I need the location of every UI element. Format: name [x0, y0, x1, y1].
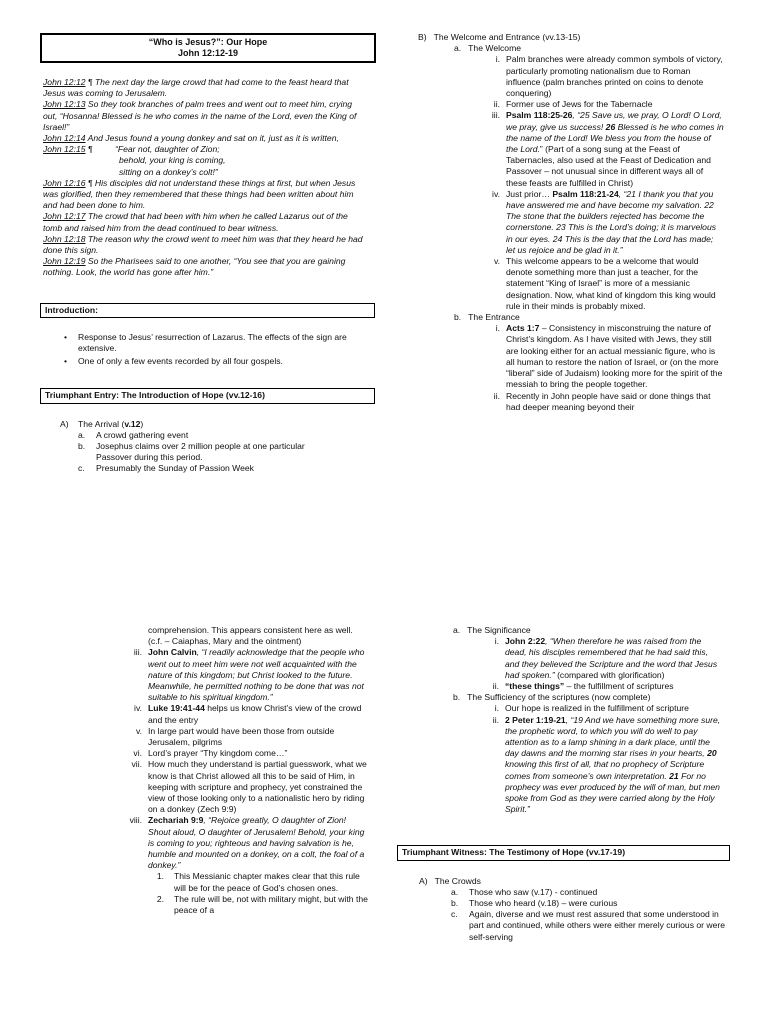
list-item [112, 759, 368, 815]
item-text: Lord’s prayer “Thy kingdom come…” [148, 748, 288, 759]
arrival-title [78, 419, 143, 430]
item-text: Our hope is realized in the fulfillment of scripture [505, 703, 689, 714]
list-item [471, 636, 723, 681]
item-text [505, 715, 723, 816]
list-item [64, 356, 364, 367]
item-text: The rule will be, not with military might, but with the peace of a [174, 893, 368, 916]
note-text: – the fulfillment of scriptures [564, 681, 674, 692]
quote-text: knowing this first of all, that no prophecy of Scripture comes from someone’s own interpretation. [505, 759, 705, 781]
item-text: Again, diverse and we must rest assured that some understood in part and continued, while others were either merely curious or were self-serving [469, 909, 726, 942]
verse-12-13 [43, 99, 365, 133]
verse-ref: John 12:17 [43, 211, 86, 222]
item-text [505, 636, 723, 681]
key-phrase: “these things” [505, 681, 565, 692]
verse-12-17 [43, 211, 365, 233]
significance-items [471, 636, 723, 692]
page2-left-column [112, 625, 372, 916]
verse-text: ¶ The next day the large crowd that had come to the feast heard that Jesus was coming to Jerusalem. [43, 77, 349, 99]
list-item [470, 323, 724, 390]
list-item [451, 898, 729, 909]
roman-marker: viii. [129, 815, 142, 826]
verse-ref: John 12:18 [43, 233, 86, 244]
arrival-section [60, 419, 376, 475]
verse-text: ¶ His disciples did not understand these things at first, but when Jesus was glorified, then they remembered that these things had been written about him and had been done to him. [43, 177, 356, 211]
sufficiency-items [471, 703, 723, 815]
list-item [112, 726, 368, 748]
note-text: – Consistency in misconstruing the nature of Christ’s kingdom. As I have visited with Jews, they still are looking either for an actual messianic figure, who is all human to restore the nation of Israel, or (on the more “liberal” side of Judaism) looking more for the spirit of the messiah to bring the people together. [506, 323, 723, 390]
roman-marker: ii. [493, 390, 500, 401]
verse-number: 21 [669, 770, 679, 781]
entrance-items-continued [112, 647, 368, 916]
roman-marker: i. [495, 323, 500, 334]
verse-text: And Jesus found a young donkey and sat on it, just as it is written, [85, 133, 339, 144]
item-text: A crowd gathering event [96, 429, 189, 440]
item-text: Those who heard (v.18) – were curious [469, 898, 618, 909]
sermon-passage: John 12:12-19 [177, 48, 239, 58]
significance-heading: a. The Significance [453, 625, 531, 635]
note-text: (compared with glorification) [554, 669, 665, 680]
scripture-passage [43, 77, 365, 279]
bullet-text: Response to Jesus’ resurrection of Lazarus. The effects of the sign are extensive. [78, 331, 347, 354]
quote-text: , “19 And we have something more sure, the prophetic word, to which you will do well to pay attention as to a lamp shining in a dark place, until the day dawns and the morning star rises in your hearts, [505, 714, 721, 759]
list-item [451, 909, 729, 943]
page1-left-column [40, 33, 376, 475]
list-item [470, 99, 724, 110]
verse-12-14 [43, 133, 365, 144]
roman-marker: i. [494, 703, 499, 714]
verse-ref: John 12:13 [43, 99, 86, 110]
roman-marker: i. [494, 636, 499, 647]
verse-text: So the Pharisees said to one another, “You see that you are gaining nothing. Look, the world has gone after him.” [43, 256, 346, 278]
roman-marker: iv. [492, 188, 500, 199]
item-text: Presumably the Sunday of Passion Week [96, 463, 254, 474]
list-item [471, 715, 723, 816]
item-text: Palm branches were already common symbols of victory, particularly promoting nationalism due to Roman influence (palm branches printed on coins to denote conquering) [506, 54, 723, 99]
quote-text: Blessed is he who comes in the name of the Lord! We bless you from the house of the Lord. [506, 121, 724, 155]
outline-marker: b. [451, 898, 459, 909]
verse-text: The reason why the crowd went to meet him was that they heard he had done this sign. [43, 233, 363, 256]
page-2 [0, 512, 768, 1024]
item-text: This Messianic chapter makes clear that this rule will be for the peace of God’s chosen ones. [174, 871, 360, 893]
item-text: Former use of Jews for the Tabernacle [506, 99, 653, 110]
roman-marker: ii. [493, 99, 500, 110]
list-item [471, 703, 723, 714]
introduction-heading: Introduction: [40, 303, 375, 318]
welcome-heading: a. The Welcome [454, 43, 522, 54]
roman-marker: ii. [492, 714, 499, 725]
crowds-heading: A) The Crowds [419, 875, 481, 886]
item-text: Those who saw (v.17) - continued [469, 886, 598, 897]
roman-marker: vii. [131, 759, 142, 770]
list-item [451, 887, 729, 898]
item-text [506, 189, 724, 256]
arrival-heading [60, 419, 376, 430]
bullet-text: One of only a few events recorded by all four gospels. [78, 356, 283, 367]
crowds-items [451, 887, 729, 943]
roman-marker: iv. [134, 703, 142, 714]
poem-line: “Fear not, daughter of Zion; [115, 144, 220, 155]
roman-marker: v. [493, 256, 500, 267]
author-name: John Calvin [148, 647, 197, 658]
pilcrow: ¶ [85, 144, 93, 155]
arrival-post: ) [140, 418, 144, 429]
triumphant-witness-heading: Triumphant Witness: The Testimony of Hope (vv.17-19) [397, 845, 730, 860]
list-item [64, 332, 364, 354]
arrival-pre: The Arrival ( [78, 418, 125, 429]
lead-text: Just prior… [506, 188, 553, 199]
number-marker: 2. [156, 893, 164, 904]
outline-marker: c. [78, 463, 85, 474]
list-item [148, 871, 368, 893]
scripture-ref: Luke 19:41-44 [148, 703, 205, 714]
item-text [148, 815, 368, 871]
list-item [112, 647, 368, 703]
scripture-ref: Psalm 118:25-26 [506, 110, 573, 121]
scripture-ref: 2 Peter 1:19-21 [505, 714, 566, 725]
item-text: Josephus claims over 2 million people at one particular Passover during this period. [96, 441, 305, 463]
list-item [470, 54, 724, 99]
continued-text: comprehension. This appears consistent here as well. (c.f. – Caiaphas, Mary and the ointment) [148, 625, 353, 647]
arrival-items [78, 430, 333, 475]
note-text: ” (Part of a song sung at the Feast of Tabernacles, also used at the Feast of Dedication and Passover – not unusual since in different ways all of these feasts are fulfilled in Christ) [506, 144, 711, 188]
list-item [78, 441, 333, 463]
verse-12-16 [43, 178, 365, 212]
poem-line: behold, your king is coming, [119, 155, 226, 166]
item-text: This welcome appears to be a welcome that would denote something more than just a teacher, for the statement “King of Israel” is more of a messianic designation. Now, what kind of kingdom this king would rule in their minds is probably mixed. [506, 256, 716, 311]
roman-marker: ii. [492, 681, 499, 692]
scripture-ref: Psalm 118:21-24 [552, 188, 619, 199]
list-item [471, 681, 723, 692]
item-text: How much they understand is partial guesswork, what we know is that Christ allowed all this to be said of Him, in keeping with scripture and prophecy, yet constrained the view of those looking only to a nationalistic hero by riding on a donkey (Zech 9:9) [148, 759, 367, 815]
triumphant-entry-heading: Triumphant Entry: The Introduction of Hope (vv.12-16) [40, 388, 375, 403]
quote-text: For no prophecy was ever produced by the will of man, but men spoke from God as they were carried along by the Holy Spirit.” [505, 770, 720, 815]
roman-marker: i. [495, 54, 500, 65]
list-item [470, 256, 724, 312]
roman-marker: iii. [133, 647, 142, 658]
verse-text: The crowd that had been with him when he called Lazarus out of the tomb and raised him from the dead continued to bear witness. [43, 211, 348, 233]
scripture-ref: Zechariah 9:9 [148, 815, 204, 826]
item-text: Recently in John people have said or done things that had deeper meaning beyond their [506, 390, 711, 412]
list-item [78, 463, 333, 474]
verse-12-19 [43, 256, 365, 278]
item-text [505, 681, 723, 692]
list-item [112, 748, 368, 759]
quote-text: , “I readily acknowledge that the people who went out to meet him were not well acquainted with the nature of this kingdom; but Christ looked to the future. Meanwhile, he permitted nothing to be done that was not suitable to his spiritual kingdom.” [148, 647, 365, 703]
welcome-items [470, 54, 724, 312]
quote-text: , “25 Save us, we pray, O Lord! O Lord, we pray, give us success! [506, 110, 722, 132]
quote-text: , “Rejoice greatly, O daughter of Zion! Shout aloud, O daughter of Jerusalem! Behold, your king is coming to you; righteous and having salvation is he, humble and mounted on a donkey, on a colt, the foal of a donkey.” [148, 815, 365, 871]
entrance-items [470, 323, 724, 413]
poem-lines [115, 144, 226, 178]
verse-12-15 [43, 144, 365, 178]
number-marker: 1. [156, 871, 164, 882]
sermon-title: “Who is Jesus?”: Our Hope [148, 37, 268, 47]
page1-right-column [418, 32, 730, 413]
list-item [470, 391, 724, 413]
welcome-entrance-heading: B) The Welcome and Entrance (vv.13-15) [418, 32, 581, 42]
introduction-list [64, 332, 364, 368]
outline-marker: b. [78, 441, 86, 452]
note-text: helps us know Christ’s view of the crowd and the entry [148, 703, 362, 725]
roman-marker: vi. [133, 748, 142, 759]
verse-number: 20 [707, 748, 717, 759]
item-text [506, 110, 724, 188]
bullet-icon: • [64, 356, 68, 367]
verse-text: So they took branches of palm trees and went out to meet him, crying out, “Hosanna! Blessed is he who comes in the name of the Lord, even the King of Israel!” [43, 99, 357, 132]
scripture-ref: John 2:22 [505, 636, 546, 647]
item-text [148, 647, 368, 703]
page2-right-column [397, 625, 730, 943]
entrance-heading: b. The Entrance [454, 312, 520, 323]
list-item [78, 430, 333, 441]
roman-marker: iii. [491, 110, 500, 121]
verse-ref: John 12:16 [43, 177, 86, 188]
arrival-verse: v.12 [124, 418, 141, 429]
list-item [470, 189, 724, 256]
bullet-icon: • [64, 331, 68, 342]
poem-line: sitting on a donkey’s colt!” [119, 166, 218, 177]
verse-number: 26 [605, 121, 616, 132]
outline-marker: a. [451, 886, 459, 897]
list-item [148, 894, 368, 916]
scripture-ref: Acts 1:7 [506, 323, 540, 334]
list-item [112, 703, 368, 725]
item-text: In large part would have been those from outside Jerusalem, pilgrims [148, 725, 335, 748]
numbered-list [148, 871, 368, 916]
verse-12-12 [43, 77, 365, 99]
outline-marker: c. [451, 909, 458, 920]
verse-ref: John 12:19 [43, 256, 86, 267]
item-text [506, 323, 724, 390]
verse-ref: John 12:14 [43, 133, 86, 144]
quote-text: , “When therefore he was raised from the dead, his disciples remembered that he had said this, and they believed the Scripture and the word that Jesus had spoken.” [505, 636, 718, 680]
verse-12-18 [43, 234, 365, 256]
verse-ref: John 12:12 [43, 77, 86, 87]
verse-ref: John 12:15 [43, 144, 86, 155]
list-item [112, 815, 368, 871]
roman-marker: v. [135, 725, 142, 736]
list-item [470, 110, 724, 188]
item-text [148, 703, 368, 725]
quote-text: , “21 I thank you that you have answered me and have become my salvation. 22 The stone that the builders rejected has become the cornerstone. 23 This is the Lord’s doing; it is marvelous in our eyes. 24 This is the day that the Lord has made; let us rejoice and be glad in it.” [506, 188, 717, 255]
sufficiency-heading: b. The Sufficiency of the scriptures (now complete) [453, 692, 651, 703]
outline-marker: A) [60, 418, 69, 429]
outline-marker: a. [78, 429, 86, 440]
sermon-title-box [40, 33, 376, 63]
